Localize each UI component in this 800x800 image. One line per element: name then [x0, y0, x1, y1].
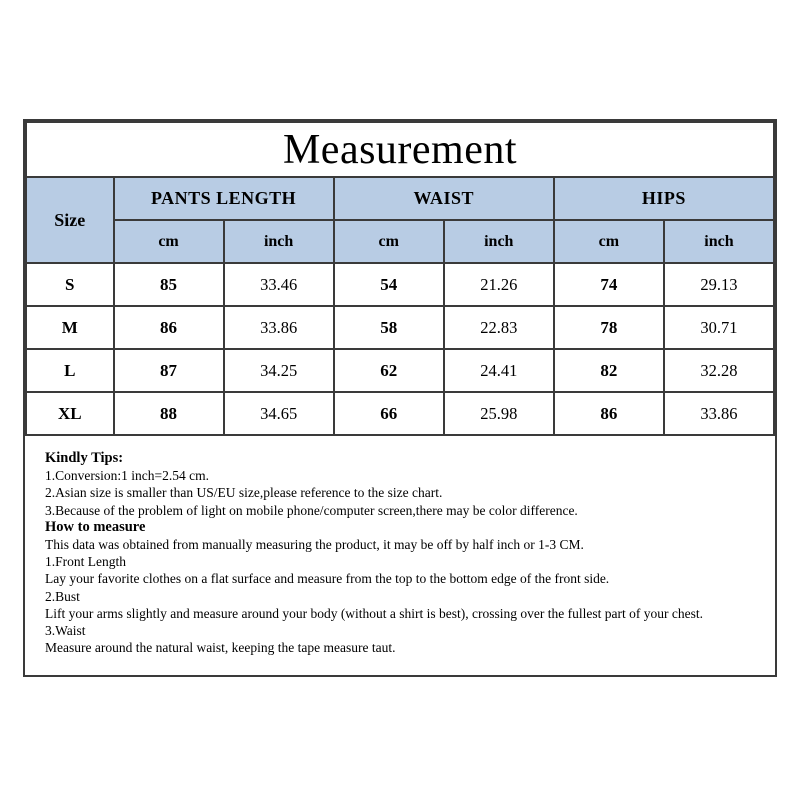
- table-row-m: [26, 306, 774, 349]
- tip-line: 3.Waist: [45, 623, 86, 639]
- tips-section: [25, 436, 775, 656]
- size-cell: M: [26, 306, 114, 349]
- value-cell: 62: [334, 349, 444, 392]
- tip-line: 3.Because of the problem of light on mobile phone/computer screen,there may be color difference.: [45, 502, 578, 518]
- tip-line: 2.Asian size is smaller than US/EU size,please reference to the size chart.: [45, 485, 443, 501]
- value-cell: 33.46: [224, 263, 334, 306]
- value-cell: 22.83: [444, 306, 554, 349]
- value-cell: 66: [334, 392, 444, 435]
- size-column-header: Size: [26, 177, 114, 263]
- value-cell: 34.25: [224, 349, 334, 392]
- table-row-l: [26, 349, 774, 392]
- how-to-measure-heading: How to measure: [45, 518, 146, 535]
- subheader-waist-cm: cm: [334, 220, 444, 263]
- value-cell: 33.86: [664, 392, 774, 435]
- kindly-tips-heading: Kindly Tips:: [45, 450, 124, 466]
- table-title: Measurement: [26, 122, 774, 177]
- value-cell: 86: [114, 306, 224, 349]
- value-cell: 25.98: [444, 392, 554, 435]
- value-cell: 54: [334, 263, 444, 306]
- measurement-table: [25, 121, 775, 436]
- value-cell: 21.26: [444, 263, 554, 306]
- value-cell: 78: [554, 306, 664, 349]
- subheader-hips-cm: cm: [554, 220, 664, 263]
- value-cell: 30.71: [664, 306, 774, 349]
- subheader-hips-inch: inch: [664, 220, 774, 263]
- value-cell: 88: [114, 392, 224, 435]
- subheader-pants-cm: cm: [114, 220, 224, 263]
- size-cell: S: [26, 263, 114, 306]
- measurement-box: [23, 119, 777, 677]
- size-cell: L: [26, 349, 114, 392]
- value-cell: 32.28: [664, 349, 774, 392]
- tip-line: Lift your arms slightly and measure around your body (without a shirt is best), crossing over the fullest part of your chest.: [45, 605, 703, 621]
- tip-line: Measure around the natural waist, keeping the tape measure taut.: [45, 640, 396, 656]
- value-cell: 82: [554, 349, 664, 392]
- column-group-waist: WAIST: [334, 177, 554, 220]
- value-cell: 86: [554, 392, 664, 435]
- subheader-waist-inch: inch: [444, 220, 554, 263]
- tip-line: Lay your favorite clothes on a flat surface and measure from the top to the bottom edge of the front side.: [45, 571, 610, 587]
- value-cell: 58: [334, 306, 444, 349]
- tip-line: 2.Bust: [45, 588, 80, 604]
- tip-line: This data was obtained from manually measuring the product, it may be off by half inch or 1-3 CM.: [45, 537, 584, 553]
- table-row-xl: [26, 392, 774, 435]
- value-cell: 85: [114, 263, 224, 306]
- column-group-pants-length: PANTS LENGTH: [114, 177, 334, 220]
- size-cell: XL: [26, 392, 114, 435]
- value-cell: 87: [114, 349, 224, 392]
- column-group-hips: HIPS: [554, 177, 774, 220]
- table-row-s: [26, 263, 774, 306]
- tip-line: 1.Conversion:1 inch=2.54 cm.: [45, 468, 209, 484]
- tip-line: 1.Front Length: [45, 554, 126, 570]
- value-cell: 24.41: [444, 349, 554, 392]
- value-cell: 33.86: [224, 306, 334, 349]
- value-cell: 34.65: [224, 392, 334, 435]
- value-cell: 74: [554, 263, 664, 306]
- value-cell: 29.13: [664, 263, 774, 306]
- subheader-pants-inch: inch: [224, 220, 334, 263]
